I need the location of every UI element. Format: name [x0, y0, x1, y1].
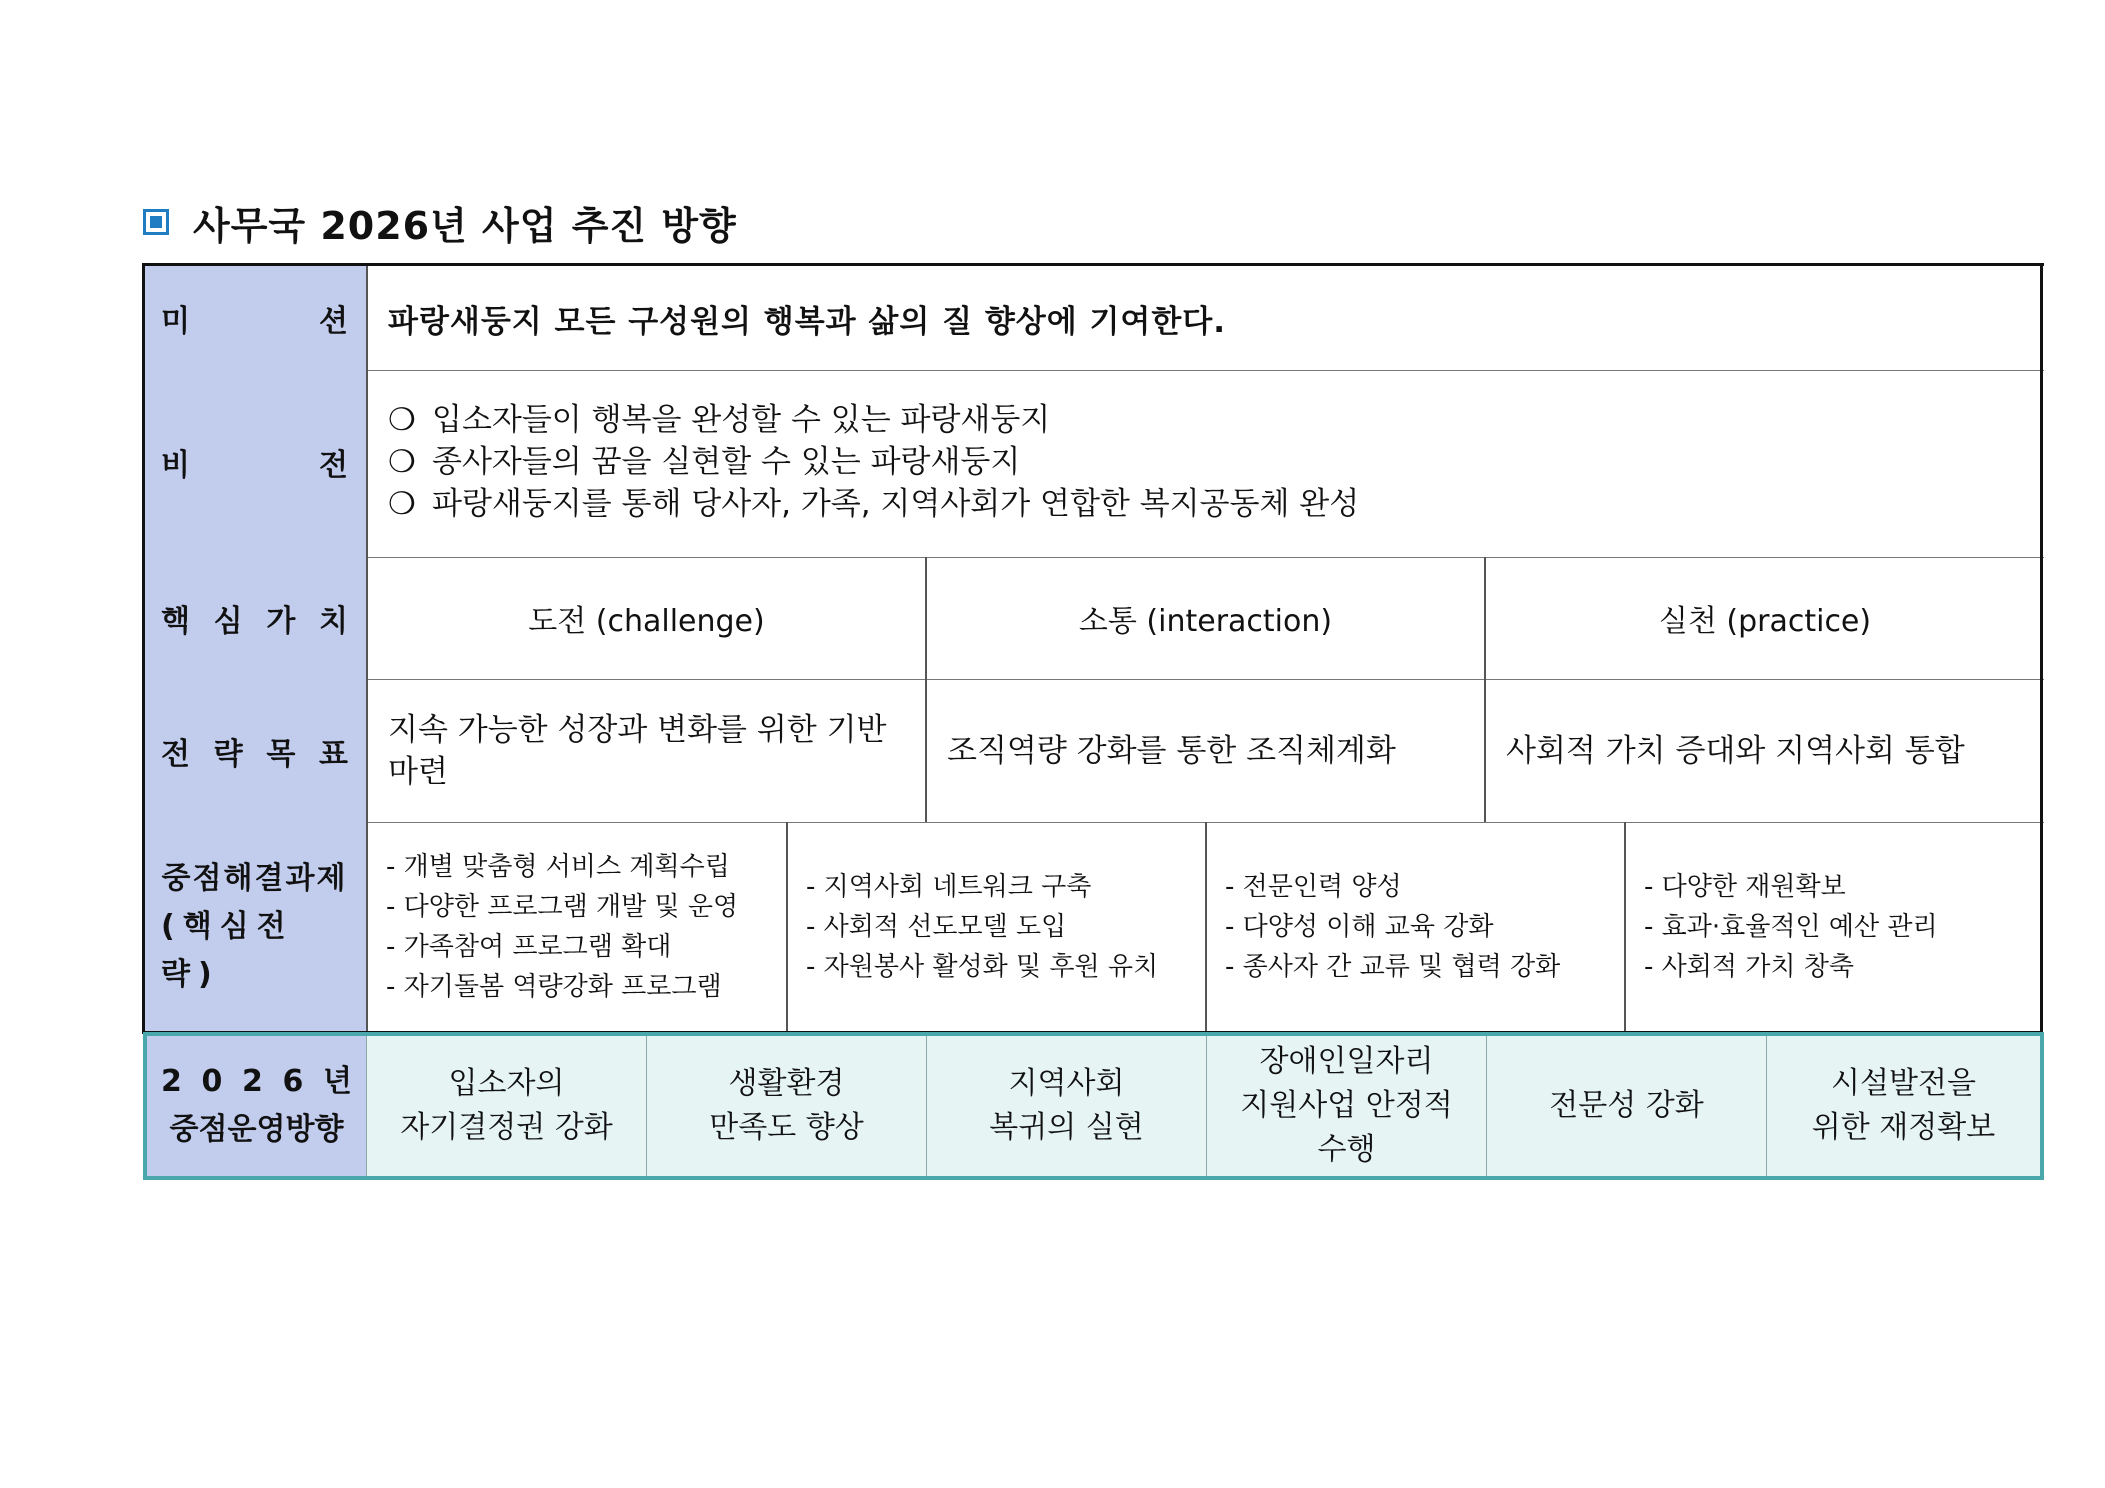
circle-bullet-icon: ❍ [388, 486, 416, 522]
key-task-item: - 개별 맞춤형 서비스 계획수립 [386, 852, 730, 882]
mission-label [143, 266, 366, 370]
operation-item [926, 1036, 1206, 1176]
key-task-item: - 다양성 이해 교육 강화 [1225, 912, 1494, 942]
key-task-item: - 자원봉사 활성화 및 후원 유치 [806, 952, 1159, 982]
operations-label-part: 2 [242, 1064, 263, 1099]
vision-row [143, 367, 2044, 558]
key-task-item: - 효과·효율적인 예산 관리 [1644, 912, 1938, 942]
core-values-row [143, 557, 2044, 680]
key-task-item: - 지역사회 네트워크 구축 [806, 872, 1092, 902]
core-value-item: 소통 (interaction) [925, 557, 1484, 679]
key-task-item: - 사회적 가치 창축 [1644, 952, 1854, 982]
core-values-label-part: 심 [213, 604, 243, 639]
strategic-goals-label [143, 679, 366, 822]
operation-item-line: 장애인일자리 [1259, 1044, 1434, 1079]
strategic-goals-label-part: 목 [266, 736, 296, 772]
operation-item-line: 시설발전을 [1831, 1066, 1976, 1101]
blue-square-icon [143, 209, 169, 235]
operation-item [366, 1036, 646, 1176]
operation-item-line: 자기결정권 강화 [400, 1110, 613, 1145]
mission-label-part: 션 [319, 304, 348, 339]
strategic-goals-label-part: 략 [213, 736, 243, 772]
mission-text: 파랑새둥지 모든 구성원의 행복과 삶의 질 향상에 기여한다. [366, 266, 2044, 370]
operation-item [646, 1036, 926, 1176]
circle-bullet-icon: ❍ [388, 402, 416, 438]
operation-item-line: 복귀의 실현 [989, 1110, 1144, 1145]
strategic-goal-item: 사회적 가치 증대와 지역사회 통합 [1484, 679, 2044, 822]
vision-item-text: 종사자들의 꿈을 실현할 수 있는 파랑새둥지 [432, 444, 1021, 480]
core-value-item: 도전 (challenge) [366, 557, 925, 679]
operation-item-line: 입소자의 [448, 1066, 565, 1101]
mission-label-part: 미 [161, 304, 190, 339]
vision-label-part: 전 [319, 448, 348, 483]
page-title-text: 사무국 2026년 사업 추진 방향 [193, 203, 737, 248]
key-tasks-label-line: (핵심전략) [161, 909, 294, 992]
operations-label-part: 6 [282, 1064, 304, 1099]
vision-item [388, 441, 1020, 483]
operation-item-line: 지원사업 안정적 [1240, 1088, 1453, 1123]
key-task-item: - 다양한 재원확보 [1644, 872, 1846, 902]
operations-label-part: 년 [323, 1064, 352, 1099]
strategic-goals-row [143, 679, 2044, 823]
core-values-label-part: 치 [319, 604, 348, 639]
operation-item-line: 전문성 강화 [1549, 1088, 1704, 1123]
page-title [143, 194, 737, 250]
key-task-item: - 자기돌봄 역량강화 프로그램 [386, 972, 722, 1002]
operations-label-line: 중점운영방향 [169, 1112, 344, 1147]
circle-bullet-icon: ❍ [388, 444, 416, 480]
strategic-goals-label-part: 표 [319, 736, 348, 772]
operation-item-line: 생활환경 [728, 1066, 845, 1101]
operations-label-part: 0 [201, 1064, 223, 1099]
key-tasks-label [143, 822, 366, 1032]
vision-label-part: 비 [161, 448, 190, 483]
key-task-item: - 가족참여 프로그램 확대 [386, 932, 672, 962]
vision-item [388, 399, 1050, 441]
operations-row [143, 1032, 2044, 1180]
operation-item [1486, 1036, 1766, 1176]
vision-list [366, 367, 2044, 557]
strategic-goal-item: 지속 가능한 성장과 변화를 위한 기반 마련 [366, 679, 925, 822]
key-tasks-label-line: 중점해결과제 [161, 861, 348, 896]
operation-item-line: 만족도 향상 [709, 1110, 864, 1145]
core-value-item: 실천 (practice) [1484, 557, 2044, 679]
key-task-item: - 다양한 프로그램 개발 및 운영 [386, 892, 739, 922]
operations-label [147, 1036, 366, 1176]
key-task-group [1624, 822, 2044, 1032]
vision-item-text: 입소자들이 행복을 완성할 수 있는 파랑새둥지 [432, 402, 1051, 438]
mission-row [143, 263, 2044, 371]
operation-item [1766, 1036, 2040, 1176]
operation-item [1206, 1036, 1486, 1176]
key-task-group [786, 822, 1205, 1032]
operations-label-part: 2 [161, 1064, 182, 1099]
vision-item-text: 파랑새둥지를 통해 당사자, 가족, 지역사회가 연합한 복지공동체 완성 [432, 486, 1360, 522]
core-values-label-part: 가 [266, 604, 296, 639]
key-tasks-row [143, 822, 2044, 1032]
core-values-label [143, 557, 366, 679]
key-task-item: - 사회적 선도모델 도입 [806, 912, 1067, 942]
operation-item-line: 위한 재정확보 [1811, 1110, 1996, 1145]
vision-label [143, 367, 366, 557]
operation-item-line: 지역사회 [1008, 1066, 1125, 1101]
operation-item-line: 수행 [1317, 1132, 1376, 1167]
core-values-label-part: 핵 [161, 604, 190, 639]
strategic-goal-item: 조직역량 강화를 통한 조직체계화 [925, 679, 1484, 822]
key-task-item: - 전문인력 양성 [1225, 872, 1402, 902]
key-task-group [366, 822, 786, 1032]
vision-item [388, 483, 1359, 525]
key-task-group [1205, 822, 1624, 1032]
strategic-goals-label-part: 전 [161, 736, 190, 772]
key-task-item: - 종사자 간 교류 및 협력 강화 [1225, 952, 1561, 982]
